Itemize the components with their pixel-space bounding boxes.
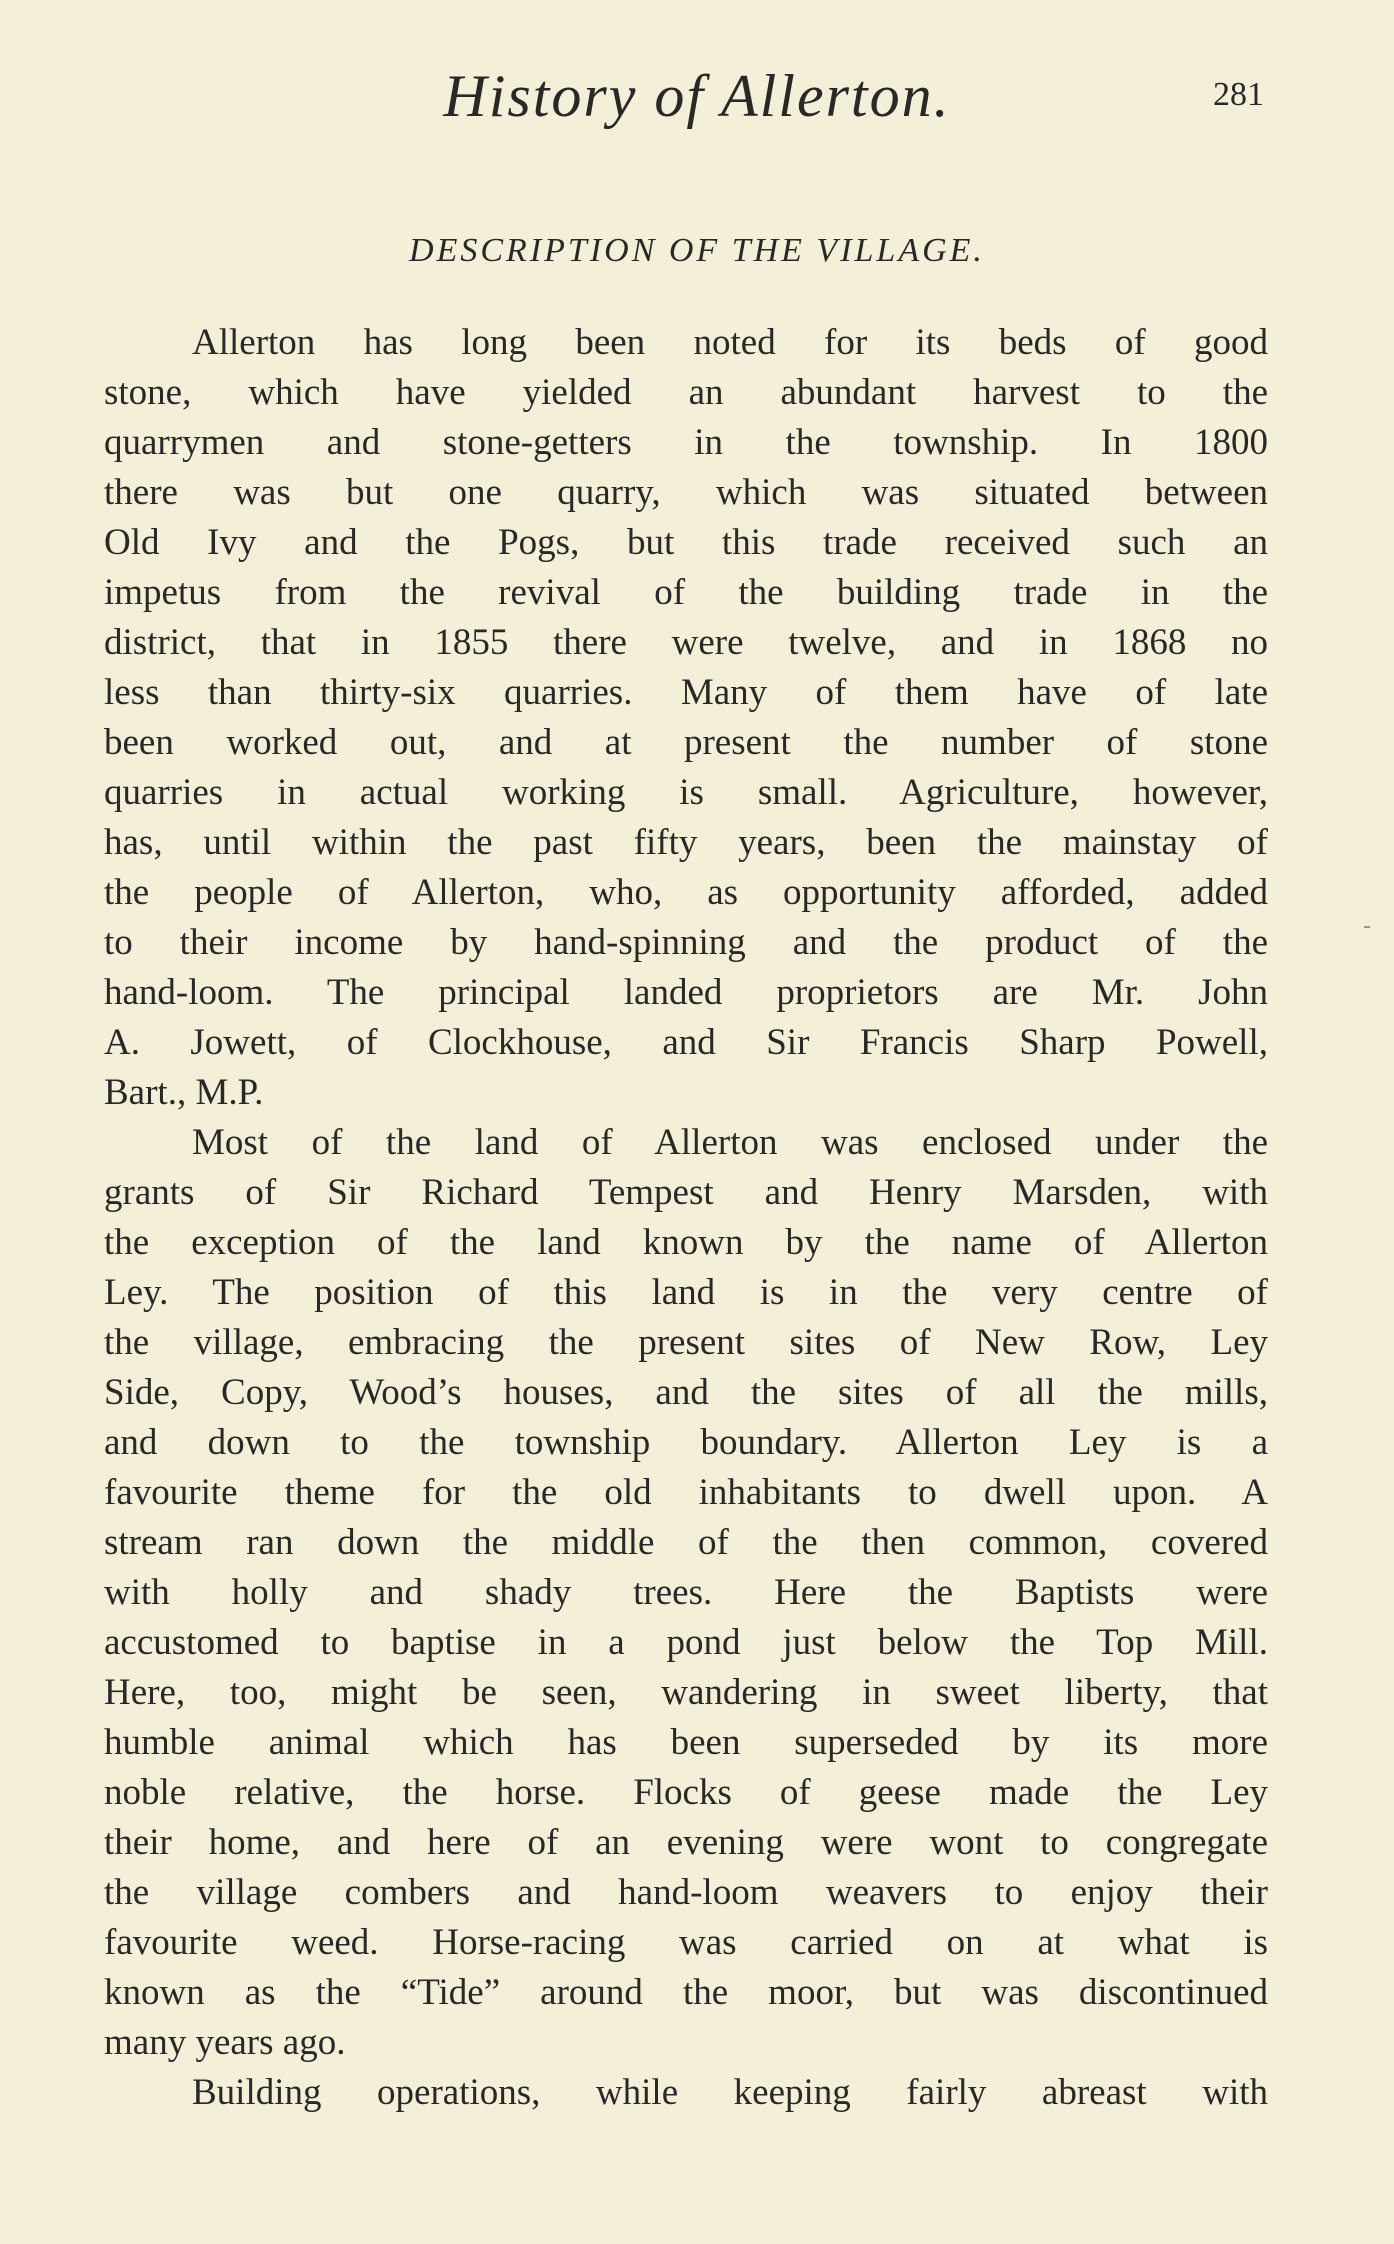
text-line: impetus from the revival of the building trade in the [104,572,1268,613]
text-line: the village, embracing the present sites of New Row, Ley [104,1322,1268,1363]
text-line: noble relative, the horse. Flocks of geese made the Ley [104,1772,1268,1813]
text-line: the people of Allerton, who, as opportunity afforded, added [104,872,1268,913]
text-line: Building operations, while keeping fairly abreast with [192,2072,1268,2113]
text-line: Allerton has long been noted for its beds of good [192,322,1268,363]
text-line: stone, which have yielded an abundant harvest to the [104,372,1268,413]
stray-mark [1364,926,1370,928]
text-line: with holly and shady trees. Here the Baptists were [104,1572,1268,1613]
running-head [0,62,1394,142]
page-number: 281 [1213,76,1264,113]
text-line: quarrymen and stone-getters in the township. In 1800 [104,422,1268,463]
text-line: Most of the land of Allerton was enclosed under the [192,1122,1268,1163]
text-line: Ley. The position of this land is in the very centre of [104,1272,1268,1313]
text-line: has, until within the past fifty years, been the mainstay of [104,822,1268,863]
text-line: Side, Copy, Wood’s houses, and the sites of all the mills, [104,1372,1268,1413]
text-line: Bart., M.P. [104,1072,264,1113]
text-line: accustomed to baptise in a pond just below the Top Mill. [104,1622,1268,1663]
text-line: humble animal which has been superseded by its more [104,1722,1268,1763]
text-line: been worked out, and at present the number of stone [104,722,1268,763]
text-line: less than thirty-six quarries. Many of them have of late [104,672,1268,713]
text-line: and down to the township boundary. Allerton Ley is a [104,1422,1268,1463]
body-text [104,318,1268,2118]
text-line: hand-loom. The principal landed proprietors are Mr. John [104,972,1268,1013]
text-line: there was but one quarry, which was situated between [104,472,1268,513]
text-line: A. Jowett, of Clockhouse, and Sir Francis Sharp Powell, [104,1022,1268,1063]
text-line: favourite theme for the old inhabitants to dwell upon. A [104,1472,1268,1513]
text-line: many years ago. [104,2022,346,2063]
text-line: Old Ivy and the Pogs, but this trade received such an [104,522,1268,563]
running-title: History of Allerton. [443,63,951,129]
text-line: known as the “Tide” around the moor, but was discontinued [104,1972,1268,2013]
text-line: the village combers and hand-loom weavers to enjoy their [104,1872,1268,1913]
text-line: quarries in actual working is small. Agriculture, however, [104,772,1268,813]
text-line: district, that in 1855 there were twelve, and in 1868 no [104,622,1268,663]
text-line: grants of Sir Richard Tempest and Henry Marsden, with [104,1172,1268,1213]
text-line: stream ran down the middle of the then common, covered [104,1522,1268,1563]
text-line: their home, and here of an evening were wont to congregate [104,1822,1268,1863]
text-line: Here, too, might be seen, wandering in sweet liberty, that [104,1672,1268,1713]
text-line: the exception of the land known by the name of Allerton [104,1222,1268,1263]
section-heading: DESCRIPTION OF THE VILLAGE. [409,232,985,269]
text-line: favourite weed. Horse-racing was carried on at what is [104,1922,1268,1963]
text-line: to their income by hand-spinning and the product of the [104,922,1268,963]
